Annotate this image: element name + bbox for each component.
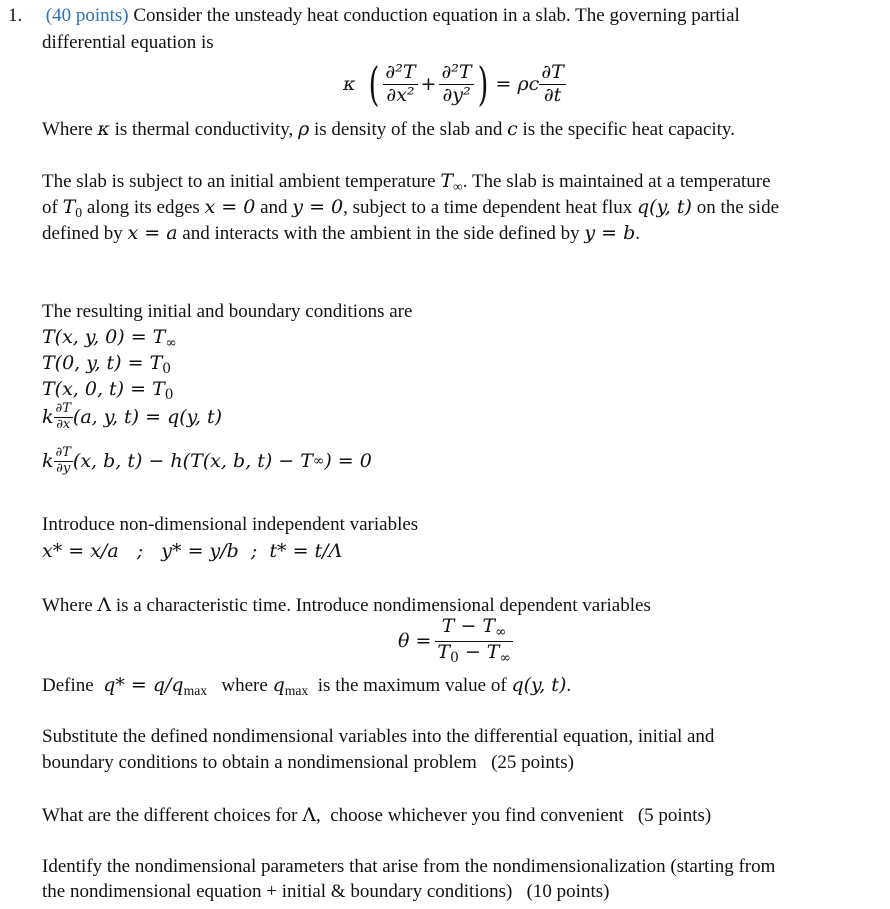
bc-condition-2 — [42, 352, 171, 377]
task2-a: What are the different choices for — [42, 805, 303, 826]
slab-line2-T-sub: 0 — [75, 204, 83, 220]
define-qyt: q(y, t) — [511, 674, 567, 696]
slab-line2-eq2: y = 0 — [292, 196, 344, 218]
bc-c1-sub: ∞ — [165, 334, 177, 351]
define-eq: q* = q/q — [103, 674, 184, 696]
pde-term1 — [383, 62, 417, 107]
lambda-symbol: Λ — [97, 594, 112, 616]
nondim-equation: x* = x/a ; y* = y/b ; t* = t/Λ — [42, 540, 343, 562]
pde-kappa: κ — [343, 73, 356, 95]
pde-plus: + — [420, 73, 437, 95]
bc-heading: The resulting initial and boundary conditions are — [42, 301, 413, 322]
bc-c5-k: k — [42, 450, 54, 473]
pde-left-paren: ( — [369, 57, 380, 111]
bc-c2-sub: 0 — [162, 360, 171, 377]
pde-rhs-num: ∂T — [541, 60, 564, 83]
theta-frac — [435, 616, 512, 666]
question-points: (40 points) — [45, 5, 129, 26]
pde-term1-num: ∂²T — [385, 60, 416, 83]
slab-line2-d: , subject to a time dependent heat flux — [343, 197, 638, 218]
task1-line2: boundary conditions to obtain a nondimensional problem (25 points) — [42, 752, 574, 773]
task2-line — [42, 804, 711, 827]
where-text3: is density of the slab and — [309, 119, 508, 140]
where-text4: is the specific heat capacity. — [517, 119, 735, 140]
slab-line2-a: of — [42, 197, 63, 218]
slab-line1 — [42, 170, 771, 195]
bc-c2-lhs: T(0, y, t) = T — [42, 352, 163, 374]
lambda-text1: Where — [42, 595, 98, 616]
question-intro-line2: differential equation is — [42, 32, 214, 53]
slab-line1-b: . The slab is maintained at a temperature — [462, 171, 771, 192]
bc-c4-frac — [54, 402, 73, 433]
theta-den-sub1: 0 — [450, 649, 459, 666]
lambda-line — [42, 594, 651, 617]
define-eq-sub: max — [183, 682, 208, 698]
question-number: 1. — [8, 5, 23, 26]
pde-term1-den: ∂x² — [386, 83, 415, 106]
slab-line2-T: T — [62, 196, 76, 218]
governing-pde — [343, 54, 566, 114]
bc-c5-den: ∂y — [56, 460, 71, 476]
bc-c3-sub: 0 — [164, 386, 174, 403]
bc-c5-num: ∂T — [55, 445, 71, 460]
pde-rhs — [539, 62, 566, 107]
where-rho: ρ — [298, 118, 310, 140]
define-text1: Define — [42, 675, 104, 696]
bc-c5-rest2: ) = 0 — [324, 450, 372, 473]
pde-right-paren: ) — [477, 57, 488, 111]
define-text2: where — [207, 675, 273, 696]
bc-c3-lhs: T(x, 0, t) = T — [42, 378, 165, 400]
define-q: q — [272, 674, 285, 696]
where-kappa: κ — [97, 118, 110, 140]
where-c: c — [507, 118, 518, 140]
theta-lhs: θ = — [398, 630, 432, 653]
theta-num-sub: ∞ — [495, 623, 507, 640]
bc-c4-num: ∂T — [55, 401, 71, 416]
bc-condition-5 — [42, 446, 372, 477]
where-text2: is thermal conductivity, — [109, 119, 299, 140]
pde-rhs-coeff: = ρc — [495, 73, 540, 95]
slab-line1-T-sub: ∞ — [453, 178, 463, 194]
theta-den-a: T — [437, 640, 451, 663]
slab-line1-a: The slab is subject to an initial ambient temperature — [42, 171, 441, 192]
slab-line2-c: and — [255, 197, 293, 218]
slab-line2-eq1: x = 0 — [204, 196, 256, 218]
where-text1: Where — [42, 119, 98, 140]
bc-condition-4 — [42, 402, 222, 433]
bc-condition-3 — [42, 378, 173, 403]
bc-condition-1 — [42, 326, 177, 351]
theta-definition — [398, 616, 513, 666]
bc-c5-frac — [54, 446, 73, 477]
bc-c4-den: ∂x — [56, 416, 71, 432]
bc-c5-sub: ∞ — [312, 453, 325, 470]
pde-rhs-den: ∂t — [543, 83, 562, 106]
theta-den-b: − T — [458, 640, 500, 663]
theta-den-sub2: ∞ — [499, 649, 511, 666]
pde-term2-den: ∂y² — [442, 83, 471, 106]
bc-c5-rest1: (x, b, t) − h(T(x, b, t) − T — [72, 450, 313, 473]
slab-line3 — [42, 222, 640, 245]
task2-b: , choose whichever you find convenient (5 points) — [315, 805, 712, 826]
slab-line2 — [42, 196, 779, 221]
theta-num — [435, 616, 512, 642]
nondim-heading: Introduce non-dimensional independent variables — [42, 514, 419, 535]
slab-line1-T: T — [440, 170, 454, 192]
task3-line2: the nondimensional equation + initial & boundary conditions) (10 points) — [42, 881, 610, 902]
pde-term2-num: ∂²T — [441, 60, 472, 83]
define-text3: is the maximum value of — [308, 675, 512, 696]
bc-c1-lhs: T(x, y, 0) = T — [42, 326, 166, 348]
slab-line2-e: on the side — [691, 197, 780, 218]
theta-num-text: T − T — [441, 615, 496, 637]
slab-line3-eq1: x = a — [127, 222, 178, 244]
task1-line1: Substitute the defined nondimensional variables into the differential equation, initial and — [42, 726, 715, 747]
theta-den — [435, 642, 512, 667]
question-intro-line1: Consider the unsteady heat conduction equation in a slab. The governing partial — [133, 5, 740, 26]
slab-line3-eq2: y = b — [584, 222, 636, 244]
slab-line2-b: along its edges — [82, 197, 205, 218]
question-number-line — [8, 5, 740, 27]
pde-term2 — [439, 62, 473, 107]
define-text4: . — [566, 675, 572, 696]
bc-c4-k: k — [42, 406, 54, 429]
define-q-sub: max — [284, 682, 309, 698]
lambda-text2: is a characteristic time. Introduce nondimensional dependent variables — [111, 595, 651, 616]
slab-line3-b: and interacts with the ambient in the side defined by — [177, 223, 585, 244]
bc-c4-rest: (a, y, t) = q(y, t) — [72, 406, 222, 429]
task2-lambda: Λ — [302, 804, 316, 826]
task3-line1: Identify the nondimensional parameters that arise from the nondimensionalization (starting from — [42, 856, 776, 877]
slab-line3-c: . — [635, 223, 640, 244]
define-q-line — [42, 674, 571, 699]
where-definitions-line — [42, 118, 735, 141]
slab-line2-q: q(y, t) — [637, 196, 692, 218]
slab-line3-a: defined by — [42, 223, 128, 244]
